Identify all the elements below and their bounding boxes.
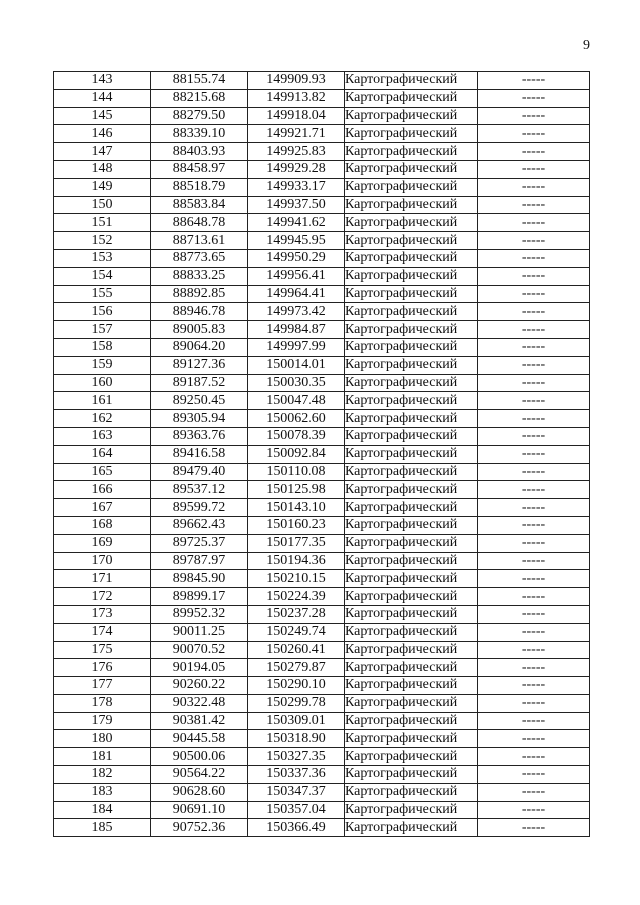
table-row bbox=[54, 588, 590, 606]
table-row bbox=[54, 801, 590, 819]
x-coordinate-cell: 90691.10 bbox=[151, 801, 248, 819]
note-cell: ----- bbox=[478, 730, 590, 748]
point-number-cell: 149 bbox=[54, 178, 151, 196]
point-number-cell: 143 bbox=[54, 72, 151, 90]
table-row bbox=[54, 232, 590, 250]
x-coordinate-cell: 88773.65 bbox=[151, 249, 248, 267]
method-cell: Картографический bbox=[345, 107, 478, 125]
page-number: 9 bbox=[583, 38, 590, 53]
point-number-cell: 166 bbox=[54, 481, 151, 499]
note-cell: ----- bbox=[478, 819, 590, 837]
y-coordinate-cell: 150160.23 bbox=[248, 516, 345, 534]
y-coordinate-cell: 149933.17 bbox=[248, 178, 345, 196]
method-cell: Картографический bbox=[345, 160, 478, 178]
y-coordinate-cell: 149945.95 bbox=[248, 232, 345, 250]
x-coordinate-cell: 89787.97 bbox=[151, 552, 248, 570]
point-number-cell: 150 bbox=[54, 196, 151, 214]
x-coordinate-cell: 89127.36 bbox=[151, 356, 248, 374]
x-coordinate-cell: 88713.61 bbox=[151, 232, 248, 250]
note-cell: ----- bbox=[478, 356, 590, 374]
point-number-cell: 161 bbox=[54, 392, 151, 410]
note-cell: ----- bbox=[478, 677, 590, 695]
method-cell: Картографический bbox=[345, 588, 478, 606]
y-coordinate-cell: 150224.39 bbox=[248, 588, 345, 606]
table-row bbox=[54, 659, 590, 677]
method-cell: Картографический bbox=[345, 374, 478, 392]
point-number-cell: 148 bbox=[54, 160, 151, 178]
note-cell: ----- bbox=[478, 623, 590, 641]
x-coordinate-cell: 88648.78 bbox=[151, 214, 248, 232]
point-number-cell: 174 bbox=[54, 623, 151, 641]
table-row bbox=[54, 196, 590, 214]
point-number-cell: 147 bbox=[54, 143, 151, 161]
y-coordinate-cell: 150177.35 bbox=[248, 534, 345, 552]
x-coordinate-cell: 88215.68 bbox=[151, 89, 248, 107]
table-row bbox=[54, 107, 590, 125]
table-row bbox=[54, 534, 590, 552]
method-cell: Картографический bbox=[345, 178, 478, 196]
table-row bbox=[54, 321, 590, 339]
note-cell: ----- bbox=[478, 427, 590, 445]
table-row bbox=[54, 445, 590, 463]
method-cell: Картографический bbox=[345, 623, 478, 641]
note-cell: ----- bbox=[478, 374, 590, 392]
note-cell: ----- bbox=[478, 338, 590, 356]
y-coordinate-cell: 149925.83 bbox=[248, 143, 345, 161]
y-coordinate-cell: 149918.04 bbox=[248, 107, 345, 125]
point-number-cell: 171 bbox=[54, 570, 151, 588]
y-coordinate-cell: 150357.04 bbox=[248, 801, 345, 819]
point-number-cell: 182 bbox=[54, 766, 151, 784]
note-cell: ----- bbox=[478, 641, 590, 659]
point-number-cell: 146 bbox=[54, 125, 151, 143]
x-coordinate-cell: 89250.45 bbox=[151, 392, 248, 410]
table-row bbox=[54, 374, 590, 392]
table-row bbox=[54, 730, 590, 748]
point-number-cell: 158 bbox=[54, 338, 151, 356]
y-coordinate-cell: 149913.82 bbox=[248, 89, 345, 107]
x-coordinate-cell: 89363.76 bbox=[151, 427, 248, 445]
point-number-cell: 152 bbox=[54, 232, 151, 250]
x-coordinate-cell: 90628.60 bbox=[151, 783, 248, 801]
y-coordinate-cell: 150125.98 bbox=[248, 481, 345, 499]
table-row bbox=[54, 72, 590, 90]
table-row bbox=[54, 410, 590, 428]
x-coordinate-cell: 89599.72 bbox=[151, 499, 248, 517]
method-cell: Картографический bbox=[345, 766, 478, 784]
table-row bbox=[54, 570, 590, 588]
point-number-cell: 156 bbox=[54, 303, 151, 321]
y-coordinate-cell: 150062.60 bbox=[248, 410, 345, 428]
y-coordinate-cell: 150078.39 bbox=[248, 427, 345, 445]
method-cell: Картографический bbox=[345, 534, 478, 552]
table-row bbox=[54, 125, 590, 143]
point-number-cell: 163 bbox=[54, 427, 151, 445]
note-cell: ----- bbox=[478, 463, 590, 481]
y-coordinate-cell: 149984.87 bbox=[248, 321, 345, 339]
y-coordinate-cell: 149964.41 bbox=[248, 285, 345, 303]
point-number-cell: 176 bbox=[54, 659, 151, 677]
table-row bbox=[54, 766, 590, 784]
note-cell: ----- bbox=[478, 125, 590, 143]
note-cell: ----- bbox=[478, 481, 590, 499]
method-cell: Картографический bbox=[345, 445, 478, 463]
table-row bbox=[54, 694, 590, 712]
x-coordinate-cell: 90381.42 bbox=[151, 712, 248, 730]
method-cell: Картографический bbox=[345, 427, 478, 445]
y-coordinate-cell: 149921.71 bbox=[248, 125, 345, 143]
x-coordinate-cell: 90322.48 bbox=[151, 694, 248, 712]
point-number-cell: 164 bbox=[54, 445, 151, 463]
point-number-cell: 185 bbox=[54, 819, 151, 837]
method-cell: Картографический bbox=[345, 125, 478, 143]
y-coordinate-cell: 149973.42 bbox=[248, 303, 345, 321]
x-coordinate-cell: 89305.94 bbox=[151, 410, 248, 428]
table-row bbox=[54, 712, 590, 730]
point-number-cell: 168 bbox=[54, 516, 151, 534]
x-coordinate-cell: 90070.52 bbox=[151, 641, 248, 659]
table-row bbox=[54, 623, 590, 641]
x-coordinate-cell: 89725.37 bbox=[151, 534, 248, 552]
note-cell: ----- bbox=[478, 516, 590, 534]
note-cell: ----- bbox=[478, 712, 590, 730]
point-number-cell: 151 bbox=[54, 214, 151, 232]
note-cell: ----- bbox=[478, 783, 590, 801]
method-cell: Картографический bbox=[345, 143, 478, 161]
table-row bbox=[54, 819, 590, 837]
x-coordinate-cell: 89662.43 bbox=[151, 516, 248, 534]
method-cell: Картографический bbox=[345, 196, 478, 214]
note-cell: ----- bbox=[478, 552, 590, 570]
method-cell: Картографический bbox=[345, 730, 478, 748]
note-cell: ----- bbox=[478, 232, 590, 250]
x-coordinate-cell: 88946.78 bbox=[151, 303, 248, 321]
point-number-cell: 169 bbox=[54, 534, 151, 552]
table-row bbox=[54, 303, 590, 321]
point-number-cell: 160 bbox=[54, 374, 151, 392]
method-cell: Картографический bbox=[345, 694, 478, 712]
y-coordinate-cell: 150290.10 bbox=[248, 677, 345, 695]
point-number-cell: 159 bbox=[54, 356, 151, 374]
x-coordinate-cell: 88518.79 bbox=[151, 178, 248, 196]
y-coordinate-cell: 149956.41 bbox=[248, 267, 345, 285]
method-cell: Картографический bbox=[345, 232, 478, 250]
note-cell: ----- bbox=[478, 178, 590, 196]
point-number-cell: 181 bbox=[54, 748, 151, 766]
x-coordinate-cell: 90445.58 bbox=[151, 730, 248, 748]
note-cell: ----- bbox=[478, 303, 590, 321]
table-row bbox=[54, 143, 590, 161]
table-row bbox=[54, 178, 590, 196]
method-cell: Картографический bbox=[345, 72, 478, 90]
method-cell: Картографический bbox=[345, 267, 478, 285]
method-cell: Картографический bbox=[345, 463, 478, 481]
note-cell: ----- bbox=[478, 410, 590, 428]
y-coordinate-cell: 150347.37 bbox=[248, 783, 345, 801]
x-coordinate-cell: 88339.10 bbox=[151, 125, 248, 143]
table-row bbox=[54, 783, 590, 801]
method-cell: Картографический bbox=[345, 285, 478, 303]
table-row bbox=[54, 677, 590, 695]
table-row bbox=[54, 748, 590, 766]
y-coordinate-cell: 150047.48 bbox=[248, 392, 345, 410]
x-coordinate-cell: 88833.25 bbox=[151, 267, 248, 285]
y-coordinate-cell: 149937.50 bbox=[248, 196, 345, 214]
note-cell: ----- bbox=[478, 214, 590, 232]
y-coordinate-cell: 150092.84 bbox=[248, 445, 345, 463]
x-coordinate-cell: 90194.05 bbox=[151, 659, 248, 677]
table-row bbox=[54, 463, 590, 481]
note-cell: ----- bbox=[478, 659, 590, 677]
table-row bbox=[54, 427, 590, 445]
y-coordinate-cell: 149929.28 bbox=[248, 160, 345, 178]
y-coordinate-cell: 150260.41 bbox=[248, 641, 345, 659]
table-row bbox=[54, 481, 590, 499]
y-coordinate-cell: 150299.78 bbox=[248, 694, 345, 712]
note-cell: ----- bbox=[478, 694, 590, 712]
x-coordinate-cell: 90260.22 bbox=[151, 677, 248, 695]
method-cell: Картографический bbox=[345, 481, 478, 499]
method-cell: Картографический bbox=[345, 801, 478, 819]
point-number-cell: 183 bbox=[54, 783, 151, 801]
method-cell: Картографический bbox=[345, 499, 478, 517]
y-coordinate-cell: 150237.28 bbox=[248, 605, 345, 623]
note-cell: ----- bbox=[478, 143, 590, 161]
note-cell: ----- bbox=[478, 249, 590, 267]
note-cell: ----- bbox=[478, 766, 590, 784]
point-number-cell: 154 bbox=[54, 267, 151, 285]
point-number-cell: 167 bbox=[54, 499, 151, 517]
table-row bbox=[54, 516, 590, 534]
x-coordinate-cell: 88458.97 bbox=[151, 160, 248, 178]
note-cell: ----- bbox=[478, 107, 590, 125]
point-number-cell: 170 bbox=[54, 552, 151, 570]
note-cell: ----- bbox=[478, 588, 590, 606]
method-cell: Картографический bbox=[345, 552, 478, 570]
table-row bbox=[54, 356, 590, 374]
point-number-cell: 157 bbox=[54, 321, 151, 339]
method-cell: Картографический bbox=[345, 516, 478, 534]
y-coordinate-cell: 150366.49 bbox=[248, 819, 345, 837]
x-coordinate-cell: 88155.74 bbox=[151, 72, 248, 90]
point-number-cell: 173 bbox=[54, 605, 151, 623]
x-coordinate-cell: 89537.12 bbox=[151, 481, 248, 499]
x-coordinate-cell: 90564.22 bbox=[151, 766, 248, 784]
note-cell: ----- bbox=[478, 392, 590, 410]
y-coordinate-cell: 149997.99 bbox=[248, 338, 345, 356]
y-coordinate-cell: 150279.87 bbox=[248, 659, 345, 677]
note-cell: ----- bbox=[478, 499, 590, 517]
point-number-cell: 184 bbox=[54, 801, 151, 819]
table-row bbox=[54, 338, 590, 356]
method-cell: Картографический bbox=[345, 712, 478, 730]
coordinates-table-body bbox=[54, 72, 590, 837]
x-coordinate-cell: 89952.32 bbox=[151, 605, 248, 623]
method-cell: Картографический bbox=[345, 410, 478, 428]
table-row bbox=[54, 285, 590, 303]
point-number-cell: 155 bbox=[54, 285, 151, 303]
method-cell: Картографический bbox=[345, 659, 478, 677]
point-number-cell: 145 bbox=[54, 107, 151, 125]
y-coordinate-cell: 150327.35 bbox=[248, 748, 345, 766]
note-cell: ----- bbox=[478, 321, 590, 339]
method-cell: Картографический bbox=[345, 605, 478, 623]
y-coordinate-cell: 150210.15 bbox=[248, 570, 345, 588]
table-row bbox=[54, 214, 590, 232]
x-coordinate-cell: 89899.17 bbox=[151, 588, 248, 606]
x-coordinate-cell: 88892.85 bbox=[151, 285, 248, 303]
y-coordinate-cell: 150030.35 bbox=[248, 374, 345, 392]
table-row bbox=[54, 160, 590, 178]
method-cell: Картографический bbox=[345, 641, 478, 659]
y-coordinate-cell: 150014.01 bbox=[248, 356, 345, 374]
note-cell: ----- bbox=[478, 445, 590, 463]
note-cell: ----- bbox=[478, 748, 590, 766]
table-row bbox=[54, 249, 590, 267]
point-number-cell: 162 bbox=[54, 410, 151, 428]
note-cell: ----- bbox=[478, 605, 590, 623]
y-coordinate-cell: 150318.90 bbox=[248, 730, 345, 748]
y-coordinate-cell: 150249.74 bbox=[248, 623, 345, 641]
y-coordinate-cell: 149941.62 bbox=[248, 214, 345, 232]
point-number-cell: 172 bbox=[54, 588, 151, 606]
y-coordinate-cell: 150194.36 bbox=[248, 552, 345, 570]
x-coordinate-cell: 88403.93 bbox=[151, 143, 248, 161]
note-cell: ----- bbox=[478, 160, 590, 178]
method-cell: Картографический bbox=[345, 783, 478, 801]
method-cell: Картографический bbox=[345, 249, 478, 267]
method-cell: Картографический bbox=[345, 356, 478, 374]
table-row bbox=[54, 89, 590, 107]
method-cell: Картографический bbox=[345, 321, 478, 339]
y-coordinate-cell: 150337.36 bbox=[248, 766, 345, 784]
note-cell: ----- bbox=[478, 570, 590, 588]
table-row bbox=[54, 392, 590, 410]
table-row bbox=[54, 641, 590, 659]
point-number-cell: 165 bbox=[54, 463, 151, 481]
x-coordinate-cell: 89479.40 bbox=[151, 463, 248, 481]
method-cell: Картографический bbox=[345, 392, 478, 410]
point-number-cell: 175 bbox=[54, 641, 151, 659]
note-cell: ----- bbox=[478, 801, 590, 819]
table-row bbox=[54, 552, 590, 570]
method-cell: Картографический bbox=[345, 819, 478, 837]
y-coordinate-cell: 149909.93 bbox=[248, 72, 345, 90]
method-cell: Картографический bbox=[345, 303, 478, 321]
point-number-cell: 178 bbox=[54, 694, 151, 712]
x-coordinate-cell: 89064.20 bbox=[151, 338, 248, 356]
point-number-cell: 180 bbox=[54, 730, 151, 748]
x-coordinate-cell: 90500.06 bbox=[151, 748, 248, 766]
note-cell: ----- bbox=[478, 89, 590, 107]
x-coordinate-cell: 89005.83 bbox=[151, 321, 248, 339]
x-coordinate-cell: 89187.52 bbox=[151, 374, 248, 392]
table-row bbox=[54, 605, 590, 623]
x-coordinate-cell: 88583.84 bbox=[151, 196, 248, 214]
note-cell: ----- bbox=[478, 196, 590, 214]
point-number-cell: 153 bbox=[54, 249, 151, 267]
x-coordinate-cell: 90011.25 bbox=[151, 623, 248, 641]
y-coordinate-cell: 149950.29 bbox=[248, 249, 345, 267]
point-number-cell: 179 bbox=[54, 712, 151, 730]
point-number-cell: 144 bbox=[54, 89, 151, 107]
x-coordinate-cell: 89845.90 bbox=[151, 570, 248, 588]
table-row bbox=[54, 267, 590, 285]
method-cell: Картографический bbox=[345, 89, 478, 107]
point-number-cell: 177 bbox=[54, 677, 151, 695]
note-cell: ----- bbox=[478, 534, 590, 552]
x-coordinate-cell: 89416.58 bbox=[151, 445, 248, 463]
method-cell: Картографический bbox=[345, 338, 478, 356]
note-cell: ----- bbox=[478, 72, 590, 90]
y-coordinate-cell: 150309.01 bbox=[248, 712, 345, 730]
method-cell: Картографический bbox=[345, 214, 478, 232]
x-coordinate-cell: 90752.36 bbox=[151, 819, 248, 837]
y-coordinate-cell: 150143.10 bbox=[248, 499, 345, 517]
x-coordinate-cell: 88279.50 bbox=[151, 107, 248, 125]
table-row bbox=[54, 499, 590, 517]
y-coordinate-cell: 150110.08 bbox=[248, 463, 345, 481]
method-cell: Картографический bbox=[345, 570, 478, 588]
note-cell: ----- bbox=[478, 267, 590, 285]
note-cell: ----- bbox=[478, 285, 590, 303]
method-cell: Картографический bbox=[345, 677, 478, 695]
coordinates-table bbox=[53, 71, 590, 837]
method-cell: Картографический bbox=[345, 748, 478, 766]
